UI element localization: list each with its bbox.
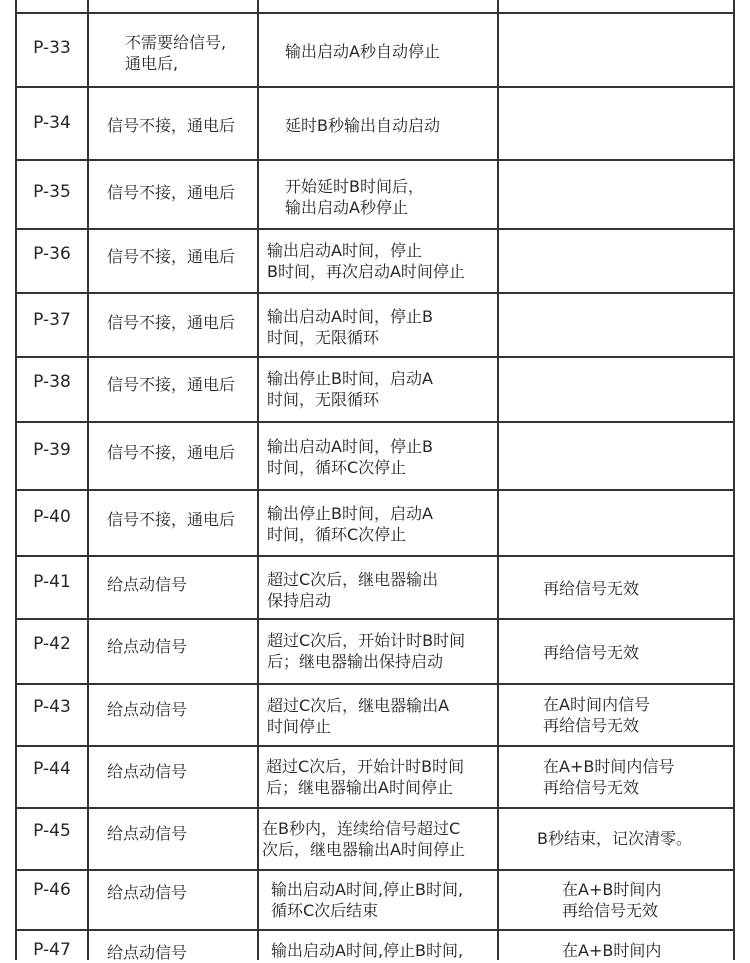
row-action: 输出启动A时间，停止 B时间，再次启动A时间停止	[267, 241, 465, 281]
row-code: P-37	[33, 310, 71, 330]
row-divider	[15, 489, 735, 491]
row-code: P-36	[33, 244, 71, 264]
row-action: 输出停止B时间，启动A 时间，无限循环	[267, 369, 433, 409]
row-divider	[15, 929, 735, 931]
row-action: 超过C次后，开始计时B时间 后；继电器输出A时间停止	[266, 757, 465, 797]
row-code: P-38	[33, 372, 71, 392]
row-condition: 给点动信号	[107, 824, 188, 843]
row-condition: 信号不接，通电后	[107, 510, 236, 529]
row-code: P-45	[33, 821, 71, 841]
row-divider	[15, 745, 735, 747]
row-action: 超过C次后，开始计时B时间 后；继电器输出保持启动	[267, 631, 466, 671]
row-note: 在A+B时间内	[562, 941, 662, 960]
row-action: 超过C次后，继电器输出A 时间停止	[267, 696, 450, 736]
row-note: 在A时间内信号 再给信号无效	[543, 695, 650, 735]
row-code: P-46	[33, 880, 71, 900]
row-condition: 信号不接，通电后	[107, 375, 236, 394]
row-condition: 信号不接，通电后	[107, 443, 236, 462]
row-note: 再给信号无效	[543, 579, 640, 598]
row-code: P-43	[33, 697, 71, 717]
row-divider	[15, 555, 735, 557]
row-note: B秒结束，记次清零。	[537, 829, 692, 848]
row-condition: 信号不接，通电后	[107, 183, 236, 202]
row-action: 开始延时B时间后， 输出启动A秒停止	[285, 177, 424, 217]
row-condition: 给点动信号	[107, 762, 188, 781]
column-divider	[497, 0, 499, 960]
row-code: P-41	[33, 572, 71, 592]
row-condition: 信号不接，通电后	[107, 313, 236, 332]
row-action: 输出启动A时间,停止B时间,	[271, 941, 464, 960]
row-condition: 信号不接，通电后	[107, 247, 236, 266]
row-code: P-44	[33, 759, 71, 779]
row-action: 超过C次后，继电器输出 保持启动	[267, 570, 439, 610]
row-note: 在A+B时间内 再给信号无效	[562, 880, 662, 920]
row-code: P-47	[33, 940, 71, 960]
row-divider	[15, 683, 735, 685]
row-action: 在B秒内，连续给信号超过C 次后，继电器输出A时间停止	[262, 819, 465, 859]
column-divider	[257, 0, 259, 960]
row-action: 输出启动A时间,停止B时间, 循环C次后结束	[271, 880, 464, 920]
row-divider	[15, 12, 735, 14]
row-divider	[15, 292, 735, 294]
row-action: 输出启动A时间，停止B 时间，循环C次停止	[267, 437, 433, 477]
row-note: 在A+B时间内信号 再给信号无效	[543, 757, 675, 797]
row-divider	[15, 356, 735, 358]
row-condition: 不需要给信号, 通电后,	[125, 33, 227, 73]
row-divider	[15, 159, 735, 161]
row-condition: 给点动信号	[107, 700, 188, 719]
row-condition: 给点动信号	[107, 883, 188, 902]
row-code: P-34	[33, 113, 71, 133]
row-code: P-42	[33, 634, 71, 654]
row-divider	[15, 807, 735, 809]
row-code: P-40	[33, 507, 71, 527]
row-divider	[15, 618, 735, 620]
row-condition: 给点动信号	[107, 943, 188, 962]
column-divider	[15, 0, 17, 960]
row-note: 再给信号无效	[543, 643, 640, 662]
row-condition: 给点动信号	[107, 637, 188, 656]
column-divider	[87, 0, 89, 960]
column-divider	[733, 0, 735, 960]
row-code: P-33	[33, 38, 71, 58]
row-divider	[15, 86, 735, 88]
row-condition: 给点动信号	[107, 575, 188, 594]
row-divider	[15, 228, 735, 230]
row-action: 输出停止B时间，启动A 时间，循环C次停止	[267, 504, 433, 544]
row-action: 输出启动A时间，停止B 时间，无限循环	[267, 307, 433, 347]
row-action: 延时B秒输出自动启动	[285, 116, 440, 135]
row-code: P-35	[33, 182, 71, 202]
row-divider	[15, 869, 735, 871]
row-code: P-39	[33, 440, 71, 460]
row-divider	[15, 421, 735, 423]
row-action: 输出启动A秒自动停止	[285, 42, 440, 61]
row-condition: 信号不接，通电后	[107, 116, 236, 135]
